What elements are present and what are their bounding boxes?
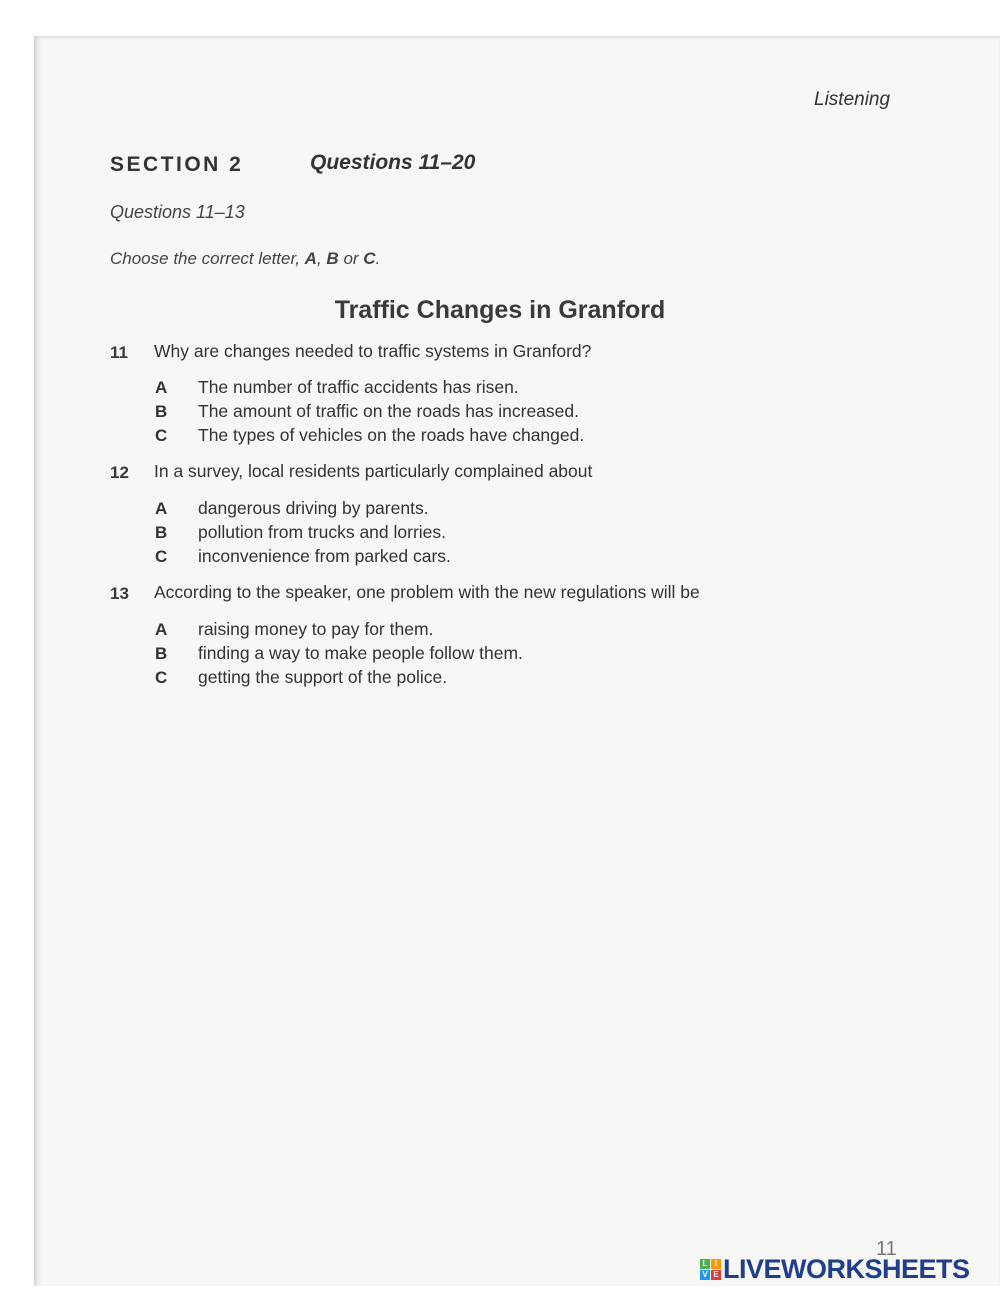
question-number: 13	[110, 584, 129, 603]
question-number: 12	[110, 463, 129, 482]
instruction-letter-c: C	[363, 249, 376, 268]
option-text[interactable]: The types of vehicles on the roads have changed.	[198, 425, 585, 445]
option-text[interactable]: getting the support of the police.	[198, 667, 448, 687]
option-letter[interactable]: B	[155, 402, 168, 421]
option-text[interactable]: dangerous driving by parents.	[198, 498, 429, 518]
instruction-letter-b: B	[326, 249, 339, 268]
question-text: According to the speaker, one problem with the new regulations will be	[154, 582, 700, 602]
option-text[interactable]: raising money to pay for them.	[198, 619, 434, 639]
page-number: 11	[876, 1238, 897, 1260]
option-text[interactable]: The number of traffic accidents has risen.	[198, 377, 519, 397]
section-question-range: Questions 11–20	[310, 151, 476, 174]
option-text[interactable]: finding a way to make people follow them.	[198, 643, 523, 663]
logo-letter-e: E	[711, 1270, 721, 1280]
option-text[interactable]: pollution from trucks and lorries.	[198, 522, 447, 542]
subsection-range: Questions 11–13	[110, 202, 245, 222]
option-letter[interactable]: A	[155, 378, 168, 397]
logo-letter-i: I	[711, 1259, 721, 1269]
option-text[interactable]: inconvenience from parked cars.	[198, 546, 451, 566]
option-letter[interactable]: B	[155, 644, 168, 663]
instruction-or: or	[343, 249, 359, 268]
page-title: Traffic Changes in Granford	[334, 296, 666, 324]
instruction-letter-a: A	[304, 249, 317, 268]
option-letter[interactable]: C	[155, 426, 168, 445]
question-text: Why are changes needed to traffic systems in Granford?	[154, 341, 592, 361]
option-letter[interactable]: A	[155, 499, 168, 518]
instruction-period: .	[375, 249, 381, 268]
logo-letter-v: V	[700, 1270, 710, 1280]
option-letter[interactable]: B	[155, 523, 168, 542]
option-text[interactable]: The amount of traffic on the roads has increased.	[198, 401, 580, 421]
running-header: Listening	[814, 89, 891, 110]
instruction-prefix: Choose the correct letter,	[110, 249, 300, 268]
section-label: SECTION 2	[110, 153, 244, 176]
liveworksheets-wordmark: LIVEWORKSHEETS	[723, 1254, 970, 1284]
instruction-comma: ,	[316, 249, 322, 268]
instruction	[110, 249, 380, 269]
option-letter[interactable]: A	[155, 620, 168, 639]
question-number: 11	[110, 343, 128, 362]
option-letter[interactable]: C	[155, 547, 168, 566]
liveworksheets-logo-icon	[700, 1259, 721, 1280]
option-letter[interactable]: C	[155, 668, 168, 687]
logo-letter-l: L	[700, 1259, 710, 1269]
question-text: In a survey, local residents particularly complained about	[154, 461, 593, 481]
liveworksheets-watermark	[700, 1254, 970, 1285]
